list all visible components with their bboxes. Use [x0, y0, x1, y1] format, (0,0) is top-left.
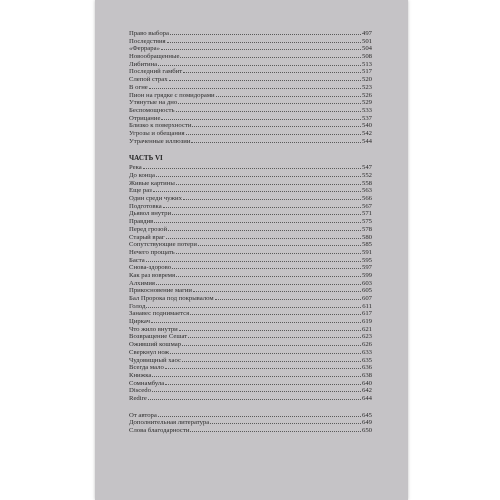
- toc-entry-title: Сопутствующие потери: [129, 241, 197, 249]
- toc-entry: [129, 92, 372, 100]
- toc-leader-dots: [158, 64, 361, 66]
- toc-leader-dots: [169, 79, 361, 81]
- toc-entry-title: Redire: [129, 394, 147, 402]
- toc-entry-page: 650: [361, 427, 372, 434]
- toc-entry-page: 595: [361, 256, 372, 264]
- toc-leader-dots: [183, 71, 361, 73]
- toc-leader-dots: [179, 329, 361, 331]
- toc-entry-title: Прикосновение магии: [129, 287, 193, 295]
- toc-entry: [129, 257, 372, 265]
- toc-entry-page: 585: [361, 241, 372, 249]
- toc-entry-title: Старый враг: [129, 233, 165, 241]
- toc-entry-title: Утраченные иллюзии: [129, 137, 191, 145]
- toc-entry: [129, 395, 372, 403]
- toc-leader-dots: [172, 213, 361, 215]
- toc-entry-title: Еще раз: [129, 187, 152, 195]
- toc-entry-title: Утянутые на дно: [129, 99, 178, 107]
- toc-leader-dots: [167, 41, 361, 43]
- toc-leader-dots: [165, 367, 361, 369]
- toc-entry-title: Один среди чужих: [129, 195, 182, 203]
- toc-leader-dots: [192, 125, 361, 127]
- toc-leader-dots: [166, 237, 361, 239]
- toc-leader-dots: [178, 102, 361, 104]
- toc-entry-title: Река: [129, 164, 142, 172]
- toc-leader-dots: [190, 313, 361, 315]
- toc-entry: [129, 138, 372, 146]
- toc-entry-page: 591: [361, 248, 372, 256]
- toc-leader-dots: [186, 133, 361, 135]
- toc-leader-dots: [188, 336, 361, 338]
- toc-entry-page: 599: [361, 271, 372, 279]
- toc-entry: [129, 210, 372, 218]
- toc-entry: [129, 349, 372, 357]
- toc-leader-dots: [161, 118, 361, 120]
- toc-entry-page: 605: [361, 287, 372, 295]
- toc-entry: [129, 372, 372, 380]
- toc-entry: [129, 333, 372, 341]
- toc-leader-dots: [182, 360, 361, 362]
- toc-entry-title: Книжка: [129, 371, 152, 379]
- toc-leader-dots: [158, 415, 361, 417]
- toc-entry: [129, 195, 372, 203]
- toc-entry-title: Близко к поверхности: [129, 122, 192, 130]
- toc-entry: [129, 364, 372, 372]
- toc-entry-page: 640: [361, 379, 372, 387]
- toc-entry-title: В огне: [129, 83, 148, 91]
- toc-leader-dots: [216, 95, 361, 97]
- book-page: [95, 0, 408, 500]
- toc-entry-page: 621: [361, 325, 372, 333]
- toc-entry: [129, 310, 372, 318]
- toc-entry-title: От автора: [129, 411, 157, 419]
- toc-entry: [129, 303, 372, 311]
- toc-entry-page: 597: [361, 264, 372, 272]
- toc-entry-page: 607: [361, 295, 372, 302]
- toc-leader-dots: [148, 398, 361, 400]
- toc-entry: [129, 130, 372, 138]
- toc-entry-page: 578: [361, 225, 372, 233]
- toc-entry-title: До конца: [129, 172, 155, 179]
- toc-entry: [129, 187, 372, 195]
- toc-entry-title: Возвращение Сешат: [129, 333, 188, 341]
- toc-entry: [129, 234, 372, 242]
- toc-leader-dots: [176, 252, 361, 254]
- toc-leader-dots: [149, 87, 361, 89]
- toc-entry: [129, 53, 372, 61]
- toc-entry-title: Перед грозой: [129, 225, 168, 233]
- toc-leader-dots: [156, 175, 361, 177]
- toc-leader-dots: [152, 390, 361, 392]
- toc-leader-dots: [152, 375, 361, 377]
- toc-entry-page: 513: [361, 60, 372, 68]
- toc-entry-page: 563: [361, 187, 372, 195]
- toc-entry: [129, 218, 372, 226]
- toc-entry-page: 526: [361, 91, 372, 99]
- toc-entry: [129, 164, 372, 172]
- toc-entry-page: 558: [361, 179, 372, 187]
- toc-entry: [129, 326, 372, 334]
- toc-entry-title: Живые картины: [129, 179, 175, 187]
- toc-entry-page: 580: [361, 233, 372, 241]
- section-heading: ЧАСТЬ VI: [129, 154, 163, 163]
- toc-entry: [129, 203, 372, 211]
- toc-entry: [129, 280, 372, 288]
- toc-entry: [129, 172, 372, 180]
- toc-entry: [129, 68, 372, 76]
- toc-entry: [129, 45, 372, 53]
- toc-entry-title: Оживший кошмар: [129, 341, 182, 349]
- toc-entry: [129, 107, 372, 115]
- toc-entry-page: 644: [361, 394, 372, 402]
- toc-leader-dots: [180, 56, 361, 58]
- toc-entry: [129, 249, 372, 257]
- toc-entry-page: 508: [361, 53, 372, 61]
- toc-entry-title: Всегда мало: [129, 364, 164, 372]
- toc-entry-page: 635: [361, 356, 372, 364]
- toc-entry-title: Новообращенные: [129, 53, 180, 61]
- toc-leader-dots: [168, 229, 361, 231]
- toc-entry-title: Сомнамбула: [129, 379, 165, 387]
- toc-entry-title: Занавес поднимается: [129, 310, 190, 318]
- toc-entry-page: 567: [361, 202, 372, 210]
- toc-entry-page: 501: [361, 37, 372, 45]
- toc-entry-page: 642: [361, 387, 372, 395]
- toc-entry: [129, 76, 372, 84]
- toc-leader-dots: [146, 306, 361, 308]
- toc-entry-page: 626: [361, 341, 372, 349]
- toc-entry-page: 619: [361, 318, 372, 326]
- toc-entry-page: 497: [361, 30, 372, 37]
- toc-leader-dots: [183, 198, 361, 200]
- toc-entry-title: Право выбора: [129, 30, 169, 37]
- toc-entry-page: 523: [361, 83, 372, 91]
- toc-entry-page: 623: [361, 333, 372, 341]
- toc-entry-title: Циркач: [129, 318, 150, 326]
- toc-entry-page: 571: [361, 210, 372, 218]
- toc-entry-title: Подготовка: [129, 202, 162, 210]
- toc-leader-dots: [198, 244, 361, 246]
- toc-entry-title: Сверкнул нож: [129, 348, 170, 356]
- table-of-contents: [129, 30, 372, 435]
- toc-entry-page: 633: [361, 348, 372, 356]
- toc-entry-title: Правдив: [129, 218, 154, 226]
- toc-entry: [129, 387, 372, 395]
- toc-entry-page: 520: [361, 76, 372, 84]
- toc-leader-dots: [151, 321, 361, 323]
- toc-entry-page: 611: [362, 302, 372, 310]
- toc-entry-page: 636: [361, 364, 372, 372]
- toc-entry: [129, 380, 372, 388]
- toc-entry-title: Что жило внутри: [129, 325, 178, 333]
- toc-entry: [129, 341, 372, 349]
- toc-entry-page: 649: [361, 419, 372, 427]
- toc-entry-title: Беспомощность: [129, 106, 175, 114]
- toc-leader-dots: [143, 167, 361, 169]
- toc-entry-page: 533: [361, 106, 372, 114]
- toc-entry: [129, 99, 372, 107]
- group-spacer: [129, 403, 372, 412]
- toc-entry-page: 537: [361, 114, 372, 122]
- toc-entry: [129, 427, 372, 435]
- toc-group-back-matter: [129, 412, 372, 435]
- toc-leader-dots: [153, 190, 361, 192]
- toc-leader-dots: [172, 267, 361, 269]
- toc-entry-title: Баста: [129, 256, 145, 264]
- toc-entry-page: 645: [361, 411, 372, 419]
- toc-entry-title: Голод: [129, 302, 146, 310]
- toc-entry: [129, 226, 372, 234]
- toc-leader-dots: [170, 33, 361, 35]
- toc-entry-page: 552: [361, 172, 372, 179]
- toc-entry-title: Последний гамбит: [129, 68, 183, 76]
- toc-entry-title: Как раз вовремя: [129, 271, 176, 279]
- toc-entry: [129, 122, 372, 130]
- toc-entry-title: Последствия: [129, 37, 166, 45]
- toc-leader-dots: [156, 283, 361, 285]
- toc-leader-dots: [193, 290, 361, 292]
- toc-entry-page: 547: [361, 164, 372, 172]
- toc-leader-dots: [176, 183, 361, 185]
- toc-entry-page: 504: [361, 45, 372, 53]
- toc-leader-dots: [176, 110, 361, 112]
- toc-entry: [129, 295, 372, 303]
- toc-entry-title: Пион на грядке с помидорами: [129, 91, 215, 99]
- toc-entry: [129, 38, 372, 46]
- toc-entry-title: Угрозы и обещания: [129, 129, 185, 137]
- toc-entry-title: Алхимия: [129, 279, 155, 287]
- toc-entry-title: Снова-здорово: [129, 264, 172, 272]
- toc-entry: [129, 264, 372, 272]
- toc-leader-dots: [165, 383, 361, 385]
- toc-entry-title: «Феррара»: [129, 45, 160, 53]
- toc-entry-title: Чудовищный хаос: [129, 356, 181, 364]
- toc-group-part-v: [129, 30, 372, 145]
- toc-leader-dots: [170, 352, 361, 354]
- toc-leader-dots: [190, 430, 361, 432]
- toc-entry-page: 617: [361, 310, 372, 318]
- toc-entry-title: Либитина: [129, 60, 158, 68]
- toc-entry: [129, 180, 372, 188]
- toc-entry: [129, 318, 372, 326]
- toc-entry-title: Дьявол внутри: [129, 210, 172, 218]
- toc-entry: [129, 241, 372, 249]
- toc-leader-dots: [146, 260, 361, 262]
- toc-entry: [129, 419, 372, 427]
- toc-entry-page: 529: [361, 99, 372, 107]
- toc-entry: [129, 272, 372, 280]
- toc-leader-dots: [215, 298, 361, 300]
- toc-entry-page: 603: [361, 279, 372, 287]
- toc-entry-page: 638: [361, 371, 372, 379]
- toc-leader-dots: [163, 206, 361, 208]
- toc-entry: [129, 115, 372, 123]
- toc-entry-page: 566: [361, 195, 372, 203]
- toc-entry: [129, 412, 372, 420]
- toc-leader-dots: [210, 422, 361, 424]
- toc-entry-page: 544: [361, 137, 372, 145]
- toc-entry-page: 542: [361, 129, 372, 137]
- toc-entry: [129, 30, 372, 38]
- toc-leader-dots: [154, 221, 361, 223]
- toc-entry: [129, 287, 372, 295]
- toc-entry-title: Discedo: [129, 387, 151, 395]
- toc-entry-page: 517: [361, 68, 372, 76]
- toc-entry-title: Слепой страх: [129, 76, 168, 84]
- toc-entry-title: Отрицание: [129, 114, 161, 122]
- toc-entry-title: Нечего прощать: [129, 248, 175, 256]
- toc-entry-title: Дополнительная литература: [129, 419, 210, 427]
- toc-entry-title: Слова благодарности: [129, 427, 190, 434]
- toc-leader-dots: [161, 48, 361, 50]
- toc-leader-dots: [191, 141, 361, 143]
- toc-entry-page: 575: [361, 218, 372, 226]
- toc-leader-dots: [182, 344, 361, 346]
- toc-entry: [129, 61, 372, 69]
- toc-leader-dots: [176, 275, 361, 277]
- toc-group-part-vi: [129, 164, 372, 402]
- toc-entry: [129, 84, 372, 92]
- toc-entry-page: 540: [361, 122, 372, 130]
- toc-entry: [129, 357, 372, 365]
- toc-entry-title: Бал Пророка под покрывалом: [129, 295, 214, 302]
